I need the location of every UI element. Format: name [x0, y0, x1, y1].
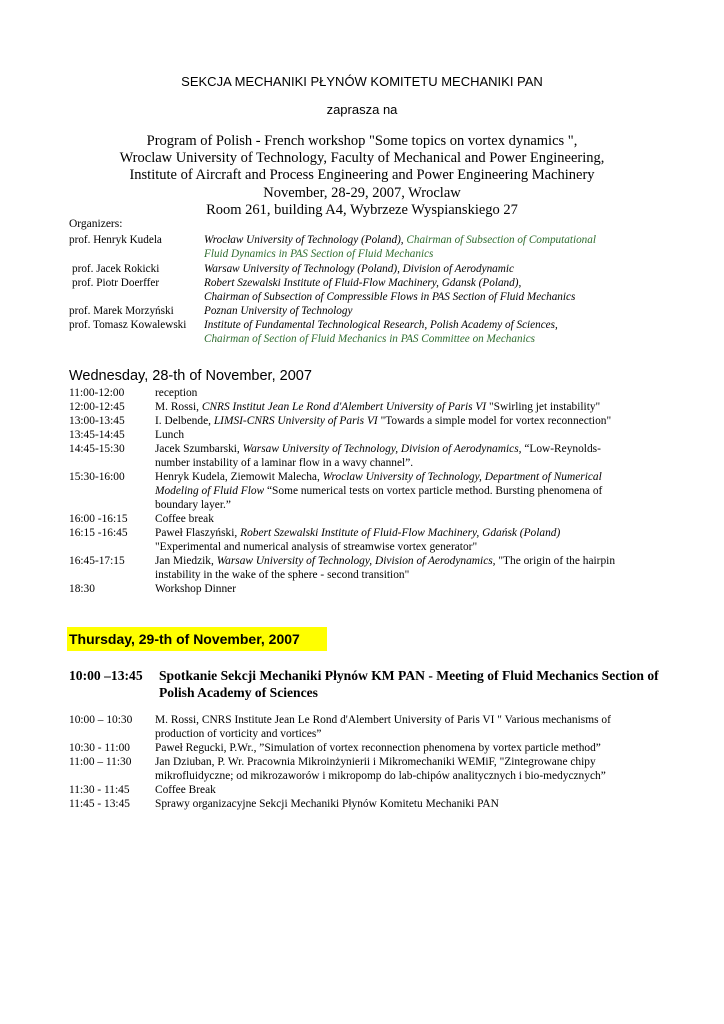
schedule-entry: Paweł Regucki, P.Wr., ”Simulation of vortex reconnection phenomena by vortex particle method”	[155, 742, 601, 754]
organizers-title: Organizers:	[69, 218, 123, 230]
schedule-time: 11:30 - 11:45	[69, 784, 130, 796]
meeting-description: Spotkanie Sekcji Mechaniki Płynów KM PAN - Meeting of Fluid Mechanics Section of Polish Academy of Sciences	[159, 668, 659, 700]
section-header: SEKCJA MECHANIKI PŁYNÓW KOMITETU MECHANIKI PAN	[181, 74, 543, 89]
schedule-entry: Henryk Kudela, Ziemowit Malecha, Wroclaw University of Technology, Department of Numerical Modeling of Fluid Flow “Some numerical tests on vortex particle method. Bursting phenomena of boundary layer.”	[155, 471, 603, 511]
schedule-time: 13:45-14:45	[69, 429, 125, 441]
program-line: Room 261, building A4, Wybrzeze Wyspianskiego 27	[206, 201, 518, 218]
organizer-name: prof. Piotr Doerffer	[72, 277, 160, 289]
schedule-time: 10:30 - 11:00	[69, 742, 130, 754]
organizer-role: Fluid Dynamics in PAS Section of Fluid Mechanics	[204, 248, 434, 260]
program-line: November, 28-29, 2007, Wroclaw	[263, 184, 461, 201]
schedule-entry: Workshop Dinner	[155, 583, 237, 595]
organizer-role: Chairman of Subsection of Compressible Flows in PAS Section of Fluid Mechanics	[204, 291, 576, 303]
schedule-entry: Jan Miedzik, Warsaw University of Technology, Division of Aerodynamics, "The origin of the hairpin instability in the wake of the sphere - second transition"	[155, 555, 616, 581]
schedule-entry: Coffee break	[155, 513, 214, 525]
schedule-time: 12:00-12:45	[69, 401, 125, 413]
program-line: Program of Polish - French workshop "Some topics on vortex dynamics ",	[146, 133, 578, 149]
schedule-entry: Lunch	[155, 429, 185, 441]
schedule-time: 11:45 - 13:45	[69, 798, 130, 810]
day1-heading: Wednesday, 28-th of November, 2007	[69, 368, 312, 384]
organizer-affiliation: Poznan University of Technology	[204, 305, 353, 317]
schedule-entry: Jan Dziuban, P. Wr. Pracownia Mikroinżynierii i Mikromechaniki WEMiF, "Zintegrowane chipy mikrofluidyczne; od mikrozaworów i mikropomp do lab-chipów analitycznych i bio-medycznych”	[155, 756, 606, 782]
organizer-affiliation: Robert Szewalski Institute of Fluid-Flow Machinery, Gdansk (Poland),	[204, 277, 522, 289]
organizer-affiliation: Institute of Fundamental Technological Research, Polish Academy of Sciences,	[204, 319, 558, 331]
schedule-time: 13:00-13:45	[69, 415, 125, 427]
schedule-time: 14:45-15:30	[69, 443, 125, 455]
schedule-entry: Paweł Flaszyński, Robert Szewalski Institute of Fluid-Flow Machinery, Gdańsk (Poland) "Experimental and numerical analysis of streamwise vortex generator"	[155, 527, 561, 553]
schedule-entry: I. Delbende, LIMSI-CNRS University of Paris VI "Towards a simple model for vortex reconnection"	[155, 415, 612, 427]
organizer-name: prof. Tomasz Kowalewski	[69, 319, 187, 331]
organizer-name: prof. Marek Morzyński	[69, 305, 174, 317]
schedule-entry: M. Rossi, CNRS Institut Jean Le Rond d'Alembert University of Paris VI "Swirling jet instability"	[155, 401, 601, 413]
schedule-time: 16:00 -16:15	[69, 513, 128, 525]
schedule-time: 15:30-16:00	[69, 471, 125, 483]
invitation-line: zaprasza na	[326, 102, 398, 117]
schedule-time: 16:45-17:15	[69, 555, 125, 567]
schedule-time: 16:15 -16:45	[69, 527, 128, 539]
schedule-entry: reception	[155, 387, 198, 399]
organizer-affiliation: Wrocław University of Technology (Poland), Chairman of Subsection of Computational	[204, 234, 596, 246]
schedule-entry: Coffee Break	[155, 784, 216, 796]
schedule-entry: Jacek Szumbarski, Warsaw University of Technology, Division of Aerodynamics, “Low-Reynolds-number instability of a laminar flow in a wavy channel”.	[155, 443, 601, 469]
program-line: Wroclaw University of Technology, Faculty of Mechanical and Power Engineering,	[119, 150, 605, 167]
schedule-entry: Sprawy organizacyjne Sekcji Mechaniki Płynów Komitetu Mechaniki PAN	[155, 798, 499, 810]
schedule-time: 10:00 – 10:30	[69, 714, 133, 726]
organizer-affiliation: Warsaw University of Technology (Poland), Division of Aerodynamic	[204, 263, 514, 275]
schedule-entry: M. Rossi, CNRS Institute Jean Le Rond d'Alembert University of Paris VI " Various mechanisms of production of vorticity and vortices”	[155, 714, 611, 740]
program-line: Institute of Aircraft and Process Engineering and Power Engineering Machinery	[129, 167, 595, 184]
schedule-time: 18:30	[69, 583, 95, 595]
organizer-role: Chairman of Section of Fluid Mechanics in PAS Committee on Mechanics	[204, 333, 536, 345]
organizer-name: prof. Henryk Kudela	[69, 234, 162, 246]
schedule-time: 11:00 – 11:30	[69, 756, 132, 768]
day2-heading: Thursday, 29-th of November, 2007	[67, 627, 327, 651]
organizer-name: prof. Jacek Rokicki	[72, 263, 160, 275]
schedule-time: 11:00-12:00	[69, 387, 125, 399]
program-title-block	[0, 133, 724, 219]
meeting-time: 10:00 –13:45	[69, 668, 143, 683]
